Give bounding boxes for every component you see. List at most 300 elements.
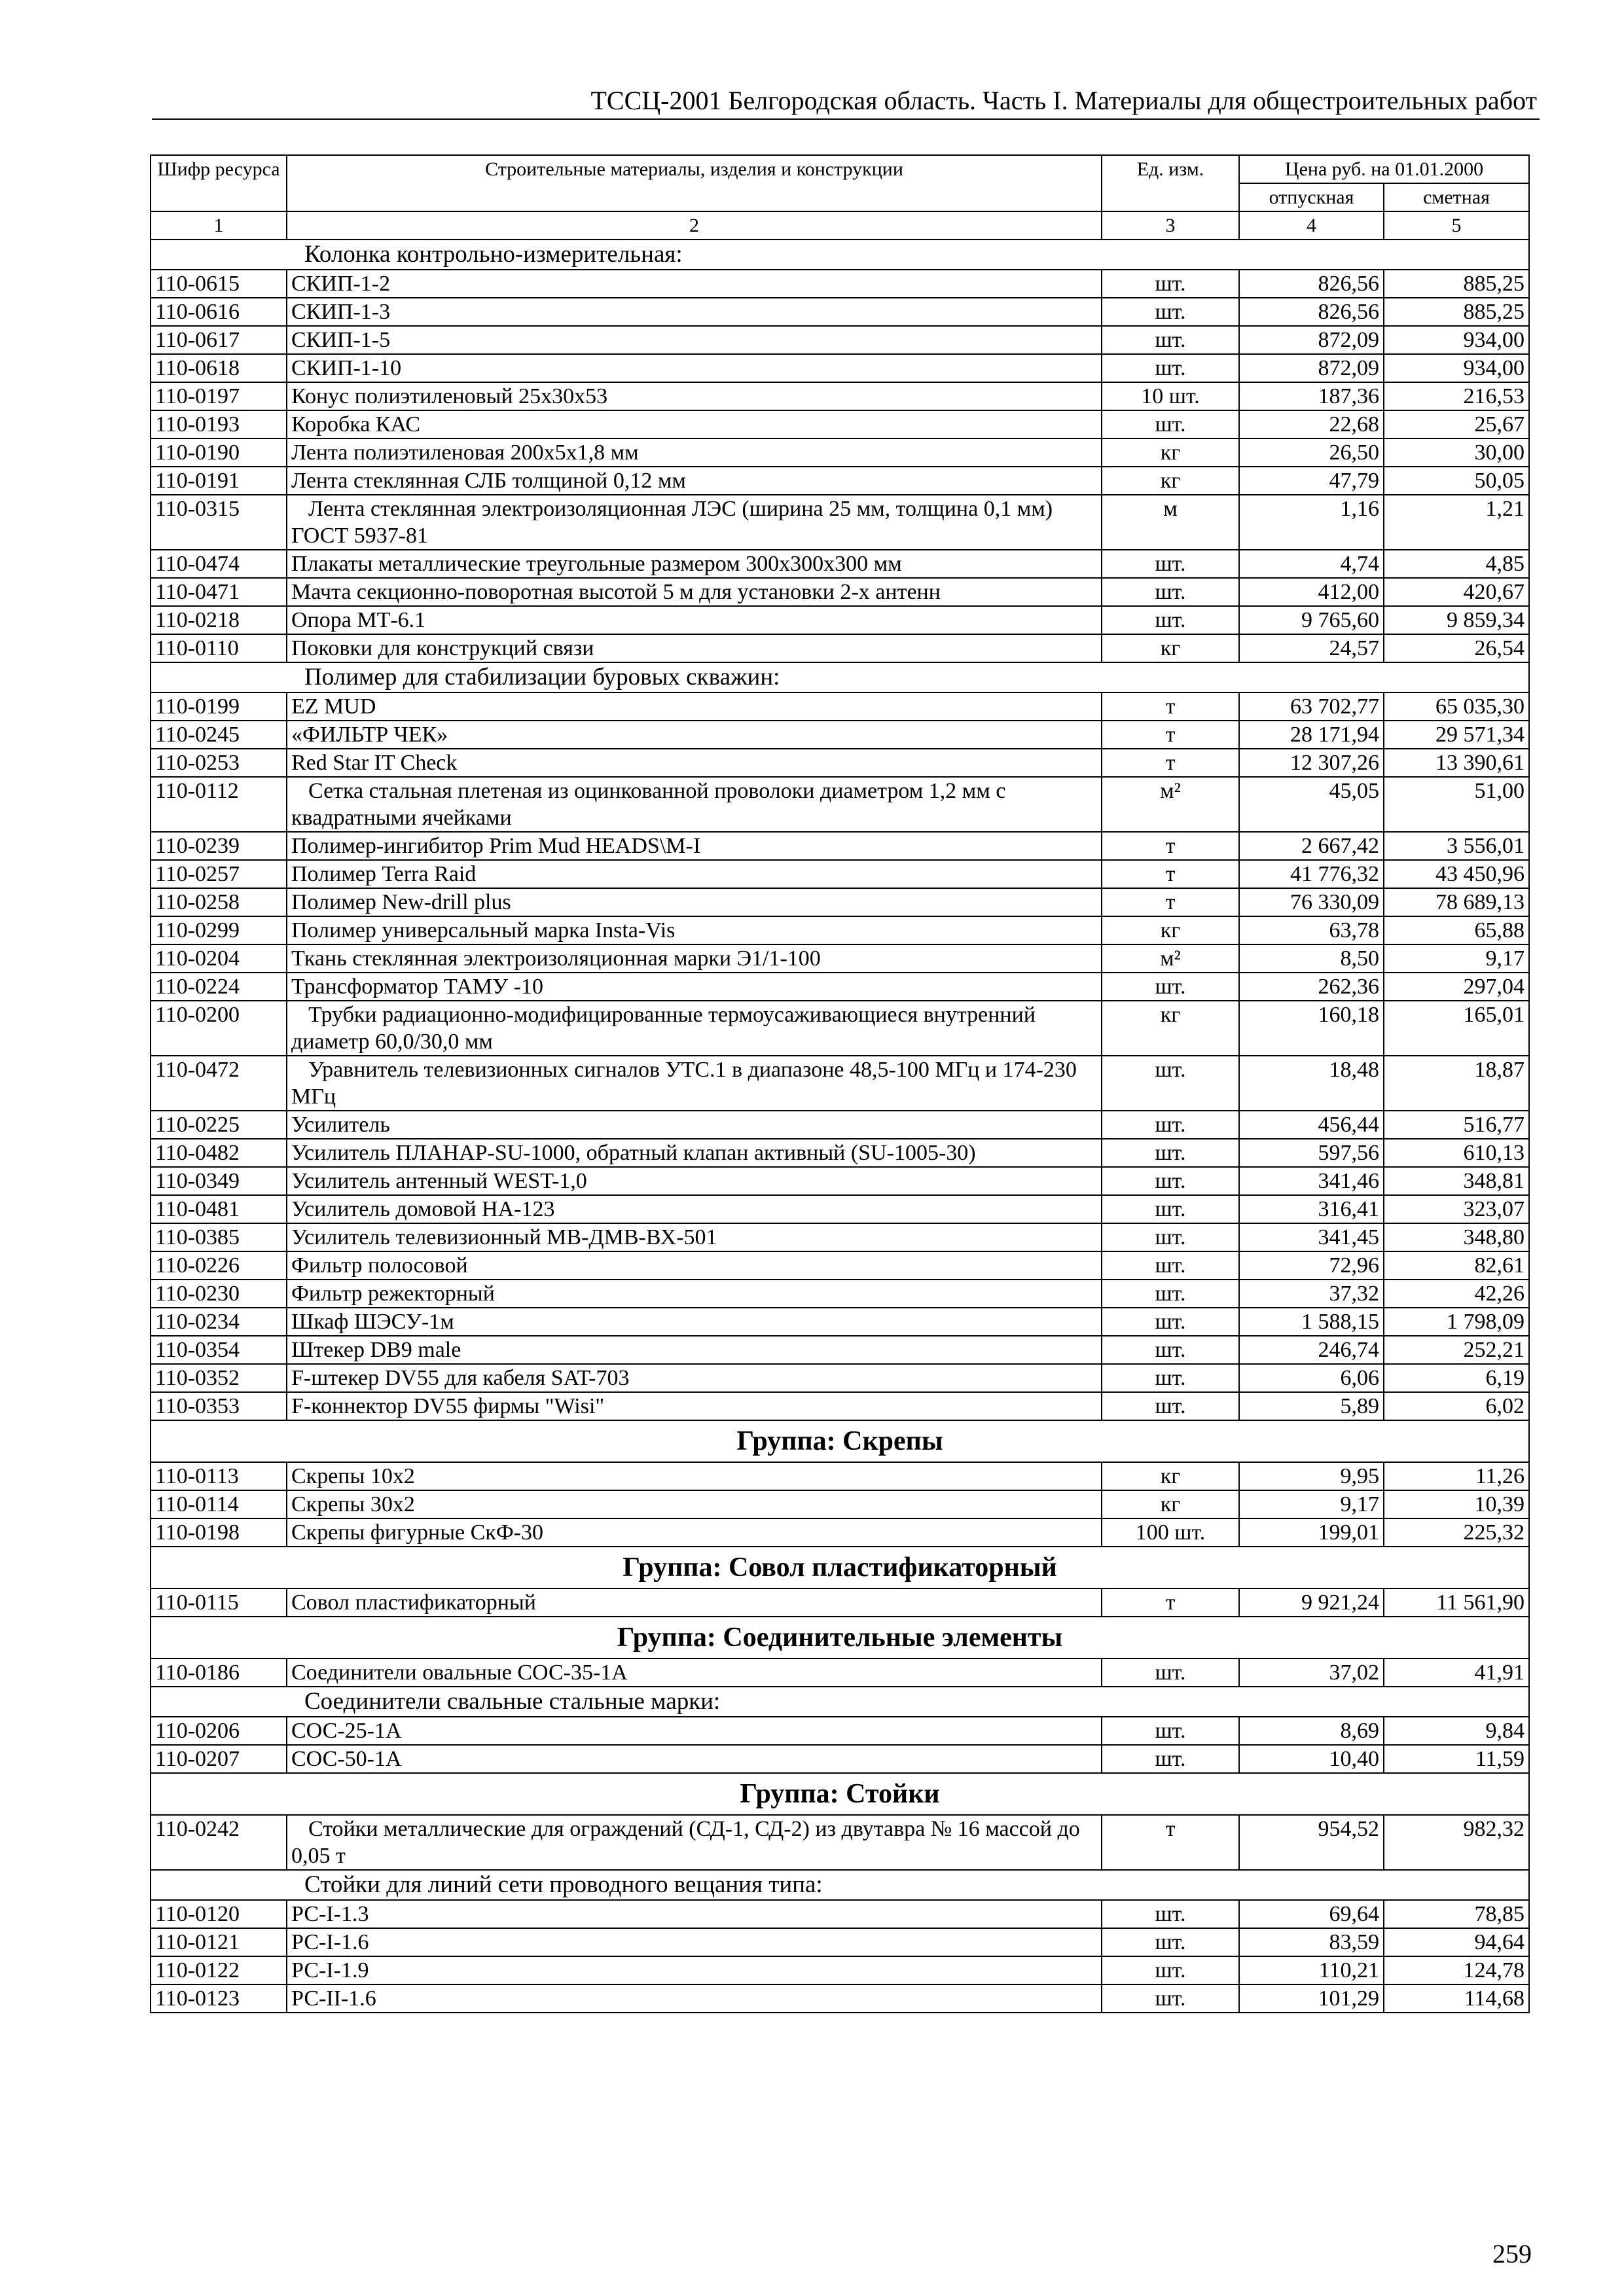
unit-of-measure: 100 шт. xyxy=(1102,1518,1239,1547)
resource-code: 110-0225 xyxy=(151,1111,287,1139)
table-row xyxy=(151,326,1529,354)
estimate-price: 50,05 xyxy=(1384,467,1529,495)
resource-code: 110-0471 xyxy=(151,578,287,606)
material-name: РС-I-1.6 xyxy=(287,1928,1102,1956)
release-price: 6,06 xyxy=(1239,1364,1384,1392)
release-price: 83,59 xyxy=(1239,1928,1384,1956)
resource-code: 110-0197 xyxy=(151,382,287,410)
unit-of-measure: шт. xyxy=(1102,410,1239,439)
resource-code: 110-0617 xyxy=(151,326,287,354)
unit-of-measure: кг xyxy=(1102,916,1239,944)
table-row xyxy=(151,1111,1529,1139)
table-row xyxy=(151,721,1529,749)
release-price: 316,41 xyxy=(1239,1195,1384,1223)
release-price: 22,68 xyxy=(1239,410,1384,439)
unit-of-measure: кг xyxy=(1102,467,1239,495)
release-price: 872,09 xyxy=(1239,326,1384,354)
unit-of-measure: т xyxy=(1102,860,1239,888)
estimate-price: 65,88 xyxy=(1384,916,1529,944)
material-name: «ФИЛЬТР ЧЕК» xyxy=(287,721,1102,749)
column-header-unit: Ед. изм. xyxy=(1102,155,1239,211)
estimate-price: 11,26 xyxy=(1384,1462,1529,1490)
material-name: EZ MUD xyxy=(287,692,1102,721)
resource-code: 110-0482 xyxy=(151,1139,287,1167)
material-name: Стойки металлические для ограждений (СД-1, СД-2) из двутавра № 16 массой до 0,05 т xyxy=(287,1815,1102,1870)
material-name: Совол пластификаторный xyxy=(287,1588,1102,1617)
unit-of-measure: шт. xyxy=(1102,1659,1239,1687)
resource-code: 110-0191 xyxy=(151,467,287,495)
unit-of-measure: кг xyxy=(1102,1490,1239,1518)
release-price: 8,50 xyxy=(1239,944,1384,973)
resource-code: 110-0354 xyxy=(151,1336,287,1364)
resource-code: 110-0115 xyxy=(151,1588,287,1617)
release-price: 63 702,77 xyxy=(1239,692,1384,721)
table-row xyxy=(151,495,1529,550)
resource-code: 110-0193 xyxy=(151,410,287,439)
estimate-price: 3 556,01 xyxy=(1384,832,1529,860)
resource-code: 110-0474 xyxy=(151,550,287,578)
release-price: 2 667,42 xyxy=(1239,832,1384,860)
unit-of-measure: шт. xyxy=(1102,550,1239,578)
unit-of-measure: шт. xyxy=(1102,298,1239,326)
unit-of-measure: шт. xyxy=(1102,1745,1239,1773)
table-row xyxy=(151,1815,1529,1870)
unit-of-measure: шт. xyxy=(1102,973,1239,1001)
resource-code: 110-0199 xyxy=(151,692,287,721)
material-name: Ткань стеклянная электроизоляционная марки Э1/1-100 xyxy=(287,944,1102,973)
estimate-price: 29 571,34 xyxy=(1384,721,1529,749)
release-price: 101,29 xyxy=(1239,1984,1384,2013)
table-row xyxy=(151,1280,1529,1308)
material-name: Поковки для конструкций связи xyxy=(287,634,1102,662)
material-name: РС-I-1.3 xyxy=(287,1900,1102,1928)
material-name: РС-I-1.9 xyxy=(287,1956,1102,1984)
resource-code: 110-0190 xyxy=(151,439,287,467)
unit-of-measure: кг xyxy=(1102,1462,1239,1490)
table-row xyxy=(151,1167,1529,1195)
unit-of-measure: шт. xyxy=(1102,1900,1239,1928)
table-row xyxy=(151,606,1529,634)
table-row xyxy=(151,354,1529,382)
material-name: Плакаты металлические треугольные размером 300x300x300 мм xyxy=(287,550,1102,578)
table-row xyxy=(151,1056,1529,1111)
resource-code: 110-0242 xyxy=(151,1815,287,1870)
table-row xyxy=(151,1139,1529,1167)
material-name: СКИП-1-5 xyxy=(287,326,1102,354)
table-row xyxy=(151,888,1529,916)
column-header-code: Шифр ресурса xyxy=(151,155,287,211)
resource-code: 110-0186 xyxy=(151,1659,287,1687)
subheading-title: Стойки для линий сети проводного вещания типа: xyxy=(151,1870,1529,1900)
resource-code: 110-0218 xyxy=(151,606,287,634)
table-body xyxy=(151,240,1529,2013)
unit-of-measure: т xyxy=(1102,1588,1239,1617)
subheading-row xyxy=(151,240,1529,270)
material-name: СКИП-1-10 xyxy=(287,354,1102,382)
unit-of-measure: т xyxy=(1102,692,1239,721)
resource-code: 110-0198 xyxy=(151,1518,287,1547)
resource-code: 110-0472 xyxy=(151,1056,287,1111)
group-heading-row xyxy=(151,1773,1529,1815)
estimate-price: 885,25 xyxy=(1384,270,1529,298)
material-name: Лента стеклянная СЛБ толщиной 0,12 мм xyxy=(287,467,1102,495)
unit-of-measure: т xyxy=(1102,888,1239,916)
page-number: 259 xyxy=(1492,2239,1532,2269)
table-row xyxy=(151,439,1529,467)
group-title: Группа: Стойки xyxy=(151,1773,1529,1815)
resource-code: 110-0122 xyxy=(151,1956,287,1984)
table-row xyxy=(151,973,1529,1001)
table-row xyxy=(151,1518,1529,1547)
column-number: 5 xyxy=(1384,211,1529,240)
material-name: Штекер DB9 male xyxy=(287,1336,1102,1364)
estimate-price: 11 561,90 xyxy=(1384,1588,1529,1617)
page-header-title: ТССЦ-2001 Белгородская область. Часть I. Материалы для общестроительных работ xyxy=(590,86,1537,115)
resource-code: 110-0353 xyxy=(151,1392,287,1420)
subheading-title: Соединители свальные стальные марки: xyxy=(151,1687,1529,1717)
resource-code: 110-0204 xyxy=(151,944,287,973)
resource-code: 110-0253 xyxy=(151,749,287,777)
table-row xyxy=(151,832,1529,860)
release-price: 187,36 xyxy=(1239,382,1384,410)
estimate-price: 216,53 xyxy=(1384,382,1529,410)
subheading-row xyxy=(151,1870,1529,1900)
table-row xyxy=(151,1195,1529,1223)
release-price: 341,46 xyxy=(1239,1167,1384,1195)
table-row xyxy=(151,1001,1529,1056)
group-title: Группа: Совол пластификаторный xyxy=(151,1547,1529,1588)
material-name: Соединители овальные СОС-35-1А xyxy=(287,1659,1102,1687)
material-name: Мачта секционно-поворотная высотой 5 м для установки 2-х антенн xyxy=(287,578,1102,606)
estimate-price: 982,32 xyxy=(1384,1815,1529,1870)
unit-of-measure: шт. xyxy=(1102,1195,1239,1223)
estimate-price: 43 450,96 xyxy=(1384,860,1529,888)
group-heading-row xyxy=(151,1420,1529,1462)
estimate-price: 610,13 xyxy=(1384,1139,1529,1167)
group-heading-row xyxy=(151,1617,1529,1659)
unit-of-measure: шт. xyxy=(1102,1336,1239,1364)
resource-code: 110-0200 xyxy=(151,1001,287,1056)
estimate-price: 9,84 xyxy=(1384,1717,1529,1745)
header-rule xyxy=(152,118,1540,120)
estimate-price: 78,85 xyxy=(1384,1900,1529,1928)
estimate-price: 6,19 xyxy=(1384,1364,1529,1392)
table-row xyxy=(151,749,1529,777)
table-row xyxy=(151,944,1529,973)
group-title: Группа: Скрепы xyxy=(151,1420,1529,1462)
material-name: Коробка КАС xyxy=(287,410,1102,439)
release-price: 18,48 xyxy=(1239,1056,1384,1111)
column-header-price: Цена руб. на 01.01.2000 xyxy=(1239,155,1529,183)
resource-code: 110-0239 xyxy=(151,832,287,860)
release-price: 9,95 xyxy=(1239,1462,1384,1490)
estimate-price: 1,21 xyxy=(1384,495,1529,550)
materials-table xyxy=(150,154,1530,2013)
estimate-price: 934,00 xyxy=(1384,354,1529,382)
estimate-price: 6,02 xyxy=(1384,1392,1529,1420)
estimate-price: 348,81 xyxy=(1384,1167,1529,1195)
estimate-price: 42,26 xyxy=(1384,1280,1529,1308)
unit-of-measure: шт. xyxy=(1102,578,1239,606)
resource-code: 110-0226 xyxy=(151,1251,287,1280)
resource-code: 110-0258 xyxy=(151,888,287,916)
resource-code: 110-0315 xyxy=(151,495,287,550)
release-price: 456,44 xyxy=(1239,1111,1384,1139)
resource-code: 110-0206 xyxy=(151,1717,287,1745)
material-name: Опора МТ-6.1 xyxy=(287,606,1102,634)
group-title: Группа: Соединительные элементы xyxy=(151,1617,1529,1659)
table-row xyxy=(151,1251,1529,1280)
unit-of-measure: кг xyxy=(1102,634,1239,662)
material-name: Усилитель телевизионный МВ-ДМВ-ВХ-501 xyxy=(287,1223,1102,1251)
table-row xyxy=(151,777,1529,832)
release-price: 1,16 xyxy=(1239,495,1384,550)
release-price: 24,57 xyxy=(1239,634,1384,662)
resource-code: 110-0123 xyxy=(151,1984,287,2013)
estimate-price: 114,68 xyxy=(1384,1984,1529,2013)
material-name: Лента стеклянная электроизоляционная ЛЭС (ширина 25 мм, толщина 0,1 мм) ГОСТ 5937-81 xyxy=(287,495,1102,550)
material-name: Усилитель домовой НА-123 xyxy=(287,1195,1102,1223)
table-row xyxy=(151,1659,1529,1687)
table-row xyxy=(151,467,1529,495)
unit-of-measure: т xyxy=(1102,721,1239,749)
estimate-price: 297,04 xyxy=(1384,973,1529,1001)
unit-of-measure: шт. xyxy=(1102,1956,1239,1984)
table-row xyxy=(151,1588,1529,1617)
estimate-price: 885,25 xyxy=(1384,298,1529,326)
release-price: 341,45 xyxy=(1239,1223,1384,1251)
resource-code: 110-0112 xyxy=(151,777,287,832)
estimate-price: 9 859,34 xyxy=(1384,606,1529,634)
estimate-price: 1 798,09 xyxy=(1384,1308,1529,1336)
estimate-price: 51,00 xyxy=(1384,777,1529,832)
unit-of-measure: шт. xyxy=(1102,1056,1239,1111)
material-name: Полимер-ингибитор Prim Mud HEADS\M-I xyxy=(287,832,1102,860)
unit-of-measure: т xyxy=(1102,832,1239,860)
material-name: F-штекер DV55 для кабеля SAT-703 xyxy=(287,1364,1102,1392)
resource-code: 110-0245 xyxy=(151,721,287,749)
table-row xyxy=(151,692,1529,721)
subheading-row xyxy=(151,1687,1529,1717)
material-name: РС-II-1.6 xyxy=(287,1984,1102,2013)
resource-code: 110-0234 xyxy=(151,1308,287,1336)
unit-of-measure: т xyxy=(1102,749,1239,777)
release-price: 4,74 xyxy=(1239,550,1384,578)
table-row xyxy=(151,1984,1529,2013)
resource-code: 110-0385 xyxy=(151,1223,287,1251)
release-price: 5,89 xyxy=(1239,1392,1384,1420)
material-name: Скрепы 10x2 xyxy=(287,1462,1102,1490)
resource-code: 110-0618 xyxy=(151,354,287,382)
release-price: 826,56 xyxy=(1239,298,1384,326)
release-price: 76 330,09 xyxy=(1239,888,1384,916)
material-name: Усилитель антенный WEST-1,0 xyxy=(287,1167,1102,1195)
column-number: 4 xyxy=(1239,211,1384,240)
subheading-title: Колонка контрольно-измерительная: xyxy=(151,240,1529,270)
estimate-price: 10,39 xyxy=(1384,1490,1529,1518)
resource-code: 110-0481 xyxy=(151,1195,287,1223)
unit-of-measure: шт. xyxy=(1102,1717,1239,1745)
estimate-price: 11,59 xyxy=(1384,1745,1529,1773)
table-row xyxy=(151,270,1529,298)
material-name: Усилитель xyxy=(287,1111,1102,1139)
material-name: F-коннектор DV55 фирмы "Wisi" xyxy=(287,1392,1102,1420)
table-row xyxy=(151,1336,1529,1364)
resource-code: 110-0113 xyxy=(151,1462,287,1490)
unit-of-measure: шт. xyxy=(1102,270,1239,298)
estimate-price: 252,21 xyxy=(1384,1336,1529,1364)
release-price: 63,78 xyxy=(1239,916,1384,944)
resource-code: 110-0352 xyxy=(151,1364,287,1392)
material-name: Red Star IT Check xyxy=(287,749,1102,777)
release-price: 26,50 xyxy=(1239,439,1384,467)
unit-of-measure: шт. xyxy=(1102,1111,1239,1139)
table-row xyxy=(151,1745,1529,1773)
release-price: 12 307,26 xyxy=(1239,749,1384,777)
table-row xyxy=(151,298,1529,326)
estimate-price: 94,64 xyxy=(1384,1928,1529,1956)
estimate-price: 26,54 xyxy=(1384,634,1529,662)
release-price: 954,52 xyxy=(1239,1815,1384,1870)
subheading-title: Полимер для стабилизации буровых скважин: xyxy=(151,662,1529,692)
release-price: 72,96 xyxy=(1239,1251,1384,1280)
release-price: 37,32 xyxy=(1239,1280,1384,1308)
release-price: 9,17 xyxy=(1239,1490,1384,1518)
resource-code: 110-0121 xyxy=(151,1928,287,1956)
release-price: 412,00 xyxy=(1239,578,1384,606)
table-row xyxy=(151,1308,1529,1336)
table-row xyxy=(151,1364,1529,1392)
material-name: Полимер New-drill plus xyxy=(287,888,1102,916)
material-name: Скрепы 30x2 xyxy=(287,1490,1102,1518)
resource-code: 110-0615 xyxy=(151,270,287,298)
release-price: 9 765,60 xyxy=(1239,606,1384,634)
release-price: 1 588,15 xyxy=(1239,1308,1384,1336)
resource-code: 110-0120 xyxy=(151,1900,287,1928)
subheading-row xyxy=(151,662,1529,692)
release-price: 28 171,94 xyxy=(1239,721,1384,749)
table-row xyxy=(151,1717,1529,1745)
column-number: 2 xyxy=(287,211,1102,240)
estimate-price: 13 390,61 xyxy=(1384,749,1529,777)
release-price: 37,02 xyxy=(1239,1659,1384,1687)
unit-of-measure: т xyxy=(1102,1815,1239,1870)
unit-of-measure: шт. xyxy=(1102,354,1239,382)
release-price: 872,09 xyxy=(1239,354,1384,382)
material-name: Лента полиэтиленовая 200x5x1,8 мм xyxy=(287,439,1102,467)
material-name: Сетка стальная плетеная из оцинкованной проволоки диаметром 1,2 мм с квадратными ячейками xyxy=(287,777,1102,832)
release-price: 10,40 xyxy=(1239,1745,1384,1773)
resource-code: 110-0110 xyxy=(151,634,287,662)
unit-of-measure: шт. xyxy=(1102,326,1239,354)
estimate-price: 323,07 xyxy=(1384,1195,1529,1223)
estimate-price: 420,67 xyxy=(1384,578,1529,606)
release-price: 69,64 xyxy=(1239,1900,1384,1928)
resource-code: 110-0257 xyxy=(151,860,287,888)
release-price: 110,21 xyxy=(1239,1956,1384,1984)
estimate-price: 934,00 xyxy=(1384,326,1529,354)
table-row xyxy=(151,1462,1529,1490)
unit-of-measure: кг xyxy=(1102,439,1239,467)
release-price: 47,79 xyxy=(1239,467,1384,495)
column-number: 3 xyxy=(1102,211,1239,240)
table-row xyxy=(151,860,1529,888)
material-name: Полимер Terra Raid xyxy=(287,860,1102,888)
unit-of-measure: шт. xyxy=(1102,606,1239,634)
estimate-price: 225,32 xyxy=(1384,1518,1529,1547)
table-row xyxy=(151,1392,1529,1420)
resource-code: 110-0224 xyxy=(151,973,287,1001)
release-price: 8,69 xyxy=(1239,1717,1384,1745)
unit-of-measure: м xyxy=(1102,495,1239,550)
release-price: 597,56 xyxy=(1239,1139,1384,1167)
material-name: Фильтр режекторный xyxy=(287,1280,1102,1308)
unit-of-measure: шт. xyxy=(1102,1928,1239,1956)
material-name: СОС-50-1А xyxy=(287,1745,1102,1773)
material-name: Трансформатор ТАМУ -10 xyxy=(287,973,1102,1001)
table-row xyxy=(151,578,1529,606)
material-name: Полимер универсальный марка Insta-Vis xyxy=(287,916,1102,944)
unit-of-measure: шт. xyxy=(1102,1280,1239,1308)
release-price: 262,36 xyxy=(1239,973,1384,1001)
release-price: 9 921,24 xyxy=(1239,1588,1384,1617)
release-price: 41 776,32 xyxy=(1239,860,1384,888)
unit-of-measure: м² xyxy=(1102,944,1239,973)
resource-code: 110-0299 xyxy=(151,916,287,944)
table-row xyxy=(151,1956,1529,1984)
unit-of-measure: шт. xyxy=(1102,1392,1239,1420)
unit-of-measure: шт. xyxy=(1102,1139,1239,1167)
table-row xyxy=(151,634,1529,662)
resource-code: 110-0230 xyxy=(151,1280,287,1308)
release-price: 160,18 xyxy=(1239,1001,1384,1056)
material-name: Скрепы фигурные СкФ-30 xyxy=(287,1518,1102,1547)
unit-of-measure: шт. xyxy=(1102,1364,1239,1392)
material-name: Уравнитель телевизионных сигналов УТС.1 в диапазоне 48,5-100 МГц и 174-230 МГц xyxy=(287,1056,1102,1111)
material-name: Усилитель ПЛАНАР-SU-1000, обратный клапан активный (SU-1005-30) xyxy=(287,1139,1102,1167)
table-row xyxy=(151,1928,1529,1956)
resource-code: 110-0114 xyxy=(151,1490,287,1518)
release-price: 45,05 xyxy=(1239,777,1384,832)
resource-code: 110-0349 xyxy=(151,1167,287,1195)
table-row xyxy=(151,1900,1529,1928)
table-row xyxy=(151,550,1529,578)
unit-of-measure: 10 шт. xyxy=(1102,382,1239,410)
estimate-price: 348,80 xyxy=(1384,1223,1529,1251)
material-name: Конус полиэтиленовый 25x30x53 xyxy=(287,382,1102,410)
estimate-price: 9,17 xyxy=(1384,944,1529,973)
estimate-price: 65 035,30 xyxy=(1384,692,1529,721)
estimate-price: 18,87 xyxy=(1384,1056,1529,1111)
estimate-price: 4,85 xyxy=(1384,550,1529,578)
estimate-price: 516,77 xyxy=(1384,1111,1529,1139)
column-header-release-price: отпускная xyxy=(1239,183,1384,211)
unit-of-measure: шт. xyxy=(1102,1984,1239,2013)
table-row xyxy=(151,1223,1529,1251)
table-row xyxy=(151,916,1529,944)
column-header-estimate-price: сметная xyxy=(1384,183,1529,211)
table-row xyxy=(151,382,1529,410)
estimate-price: 78 689,13 xyxy=(1384,888,1529,916)
estimate-price: 165,01 xyxy=(1384,1001,1529,1056)
estimate-price: 41,91 xyxy=(1384,1659,1529,1687)
release-price: 826,56 xyxy=(1239,270,1384,298)
table-row xyxy=(151,1490,1529,1518)
material-name: Трубки радиационно-модифицированные термоусаживающиеся внутренний диаметр 60,0/30,0 мм xyxy=(287,1001,1102,1056)
unit-of-measure: шт. xyxy=(1102,1308,1239,1336)
resource-code: 110-0616 xyxy=(151,298,287,326)
unit-of-measure: кг xyxy=(1102,1001,1239,1056)
